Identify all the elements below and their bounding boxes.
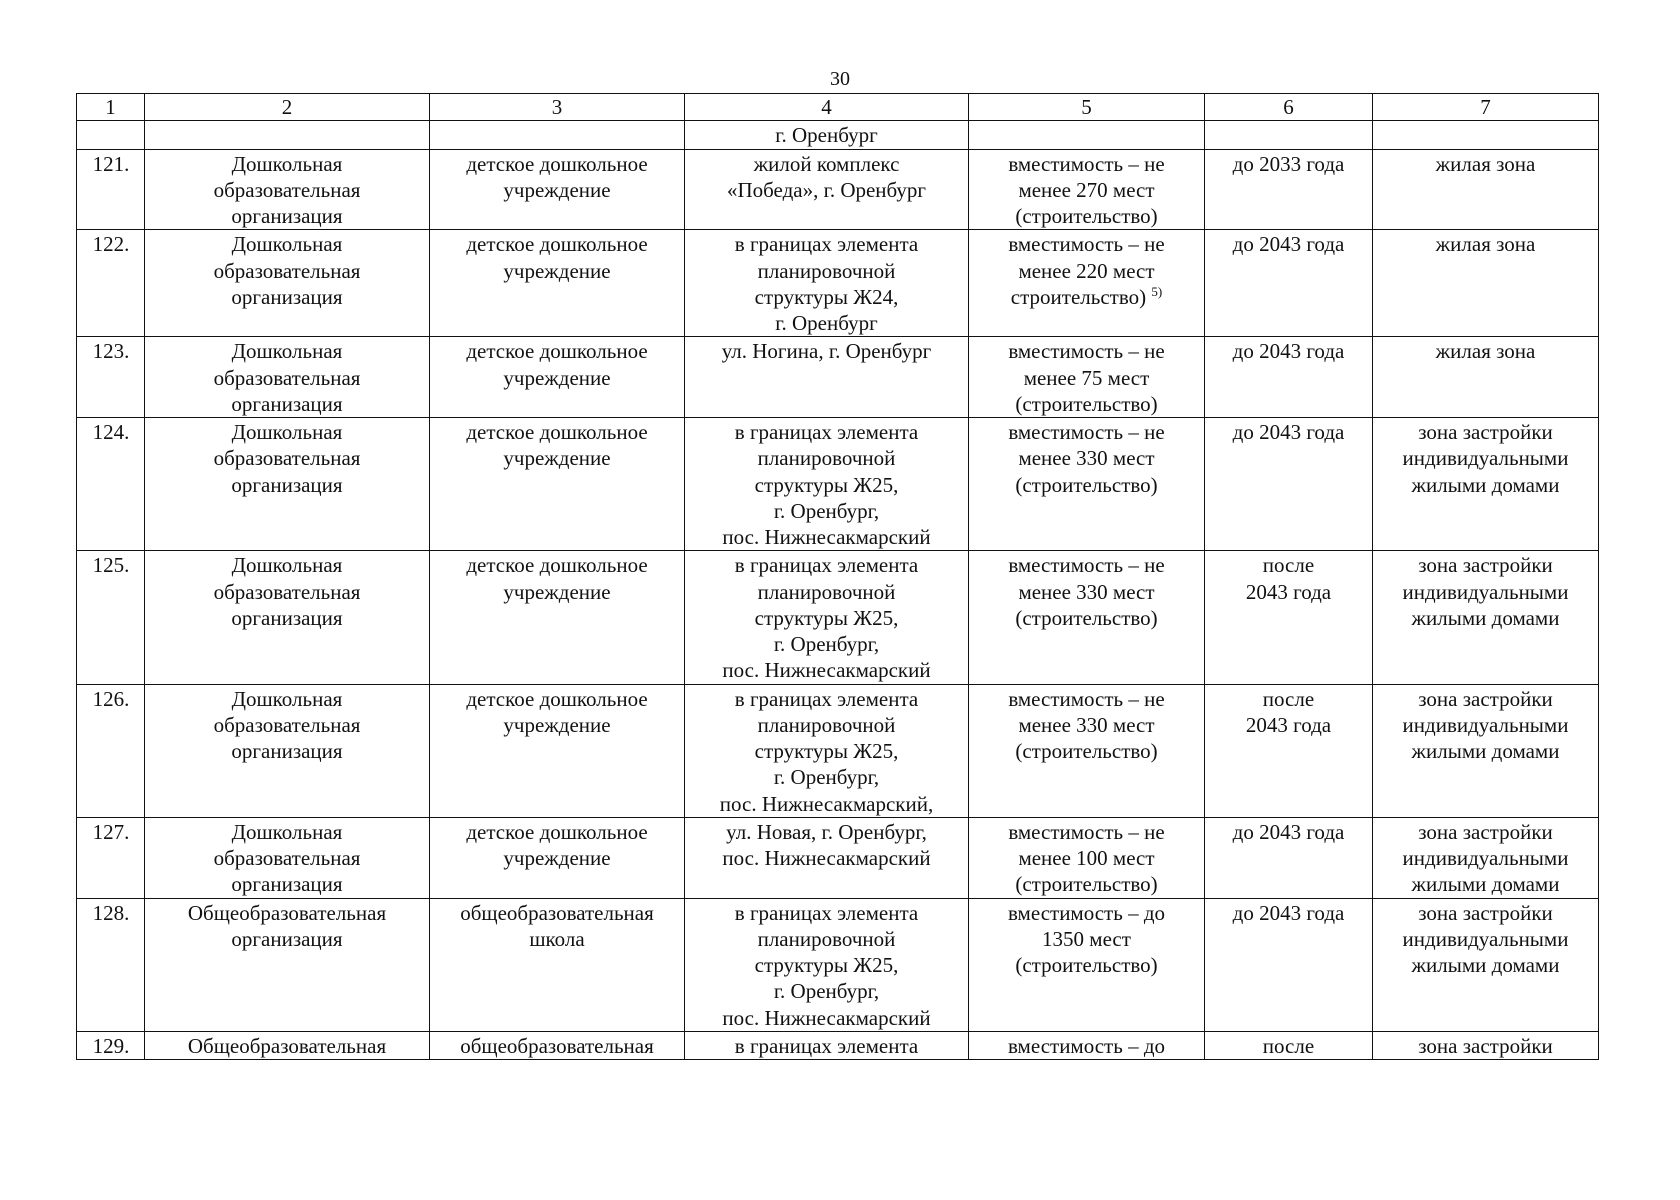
row-number: 128. [92, 900, 130, 925]
capacity-cell [969, 337, 1205, 418]
table-row [77, 121, 1599, 149]
header-row [77, 94, 1599, 121]
functional-zone-cell [1373, 230, 1599, 337]
row-number: 127. [92, 819, 130, 844]
organization-type-text: Дошкольная образовательная организация [213, 420, 361, 497]
object-name-cell [430, 230, 685, 337]
capacity-cell [969, 551, 1205, 684]
capacity-text: вместимость – до [1008, 1033, 1165, 1058]
deadline-cell [1205, 1031, 1373, 1059]
object-name-text: детское дошкольное учреждение [466, 420, 648, 471]
location-cell [685, 230, 969, 337]
deadline-text: до 2043 года [1232, 339, 1345, 364]
deadline-text: после [1262, 1033, 1315, 1058]
row-number: 121. [92, 151, 130, 176]
functional-zone-cell [1373, 1031, 1599, 1059]
organization-type-cell [145, 337, 430, 418]
deadline-cell [1205, 684, 1373, 817]
functional-zone-cell [1373, 121, 1599, 149]
organization-type-cell [145, 149, 430, 230]
deadline-cell [1205, 551, 1373, 684]
organization-type-cell [145, 817, 430, 898]
deadline-text: до 2043 года [1232, 819, 1345, 844]
table-row [77, 898, 1599, 1031]
location-text: в границах элемента планировочной структуры Ж25, г. Оренбург, пос. Нижнесакмарский [722, 553, 931, 683]
functional-zone-text: жилая зона [1435, 151, 1536, 176]
page-number: 30 [830, 68, 850, 90]
object-name-cell [430, 684, 685, 817]
deadline-cell [1205, 817, 1373, 898]
location-cell [685, 121, 969, 149]
capacity-cell [969, 817, 1205, 898]
organization-type-cell [145, 1031, 430, 1059]
capacity-text: вместимость – не менее 330 мест (строительство) [1008, 553, 1165, 630]
row-number: 123. [92, 339, 130, 364]
functional-zone-cell [1373, 898, 1599, 1031]
object-name-text: детское дошкольное учреждение [466, 553, 648, 604]
object-name-cell [430, 898, 685, 1031]
row-number: 122. [92, 232, 130, 257]
capacity-text: вместимость – не менее 100 мест (строительство) [1008, 819, 1165, 897]
row-number-cell [77, 337, 145, 418]
row-number: 125. [92, 553, 130, 578]
organization-type-cell [145, 898, 430, 1031]
functional-zone-cell [1373, 149, 1599, 230]
location-cell [685, 684, 969, 817]
location-cell [685, 817, 969, 898]
object-name-text: детское дошкольное учреждение [466, 819, 648, 870]
capacity-cell [969, 230, 1205, 337]
capacity-text: вместимость – до 1350 мест (строительство) [1008, 900, 1165, 977]
object-name-cell [430, 1031, 685, 1059]
functional-zone-text: зона застройки индивидуальными жилыми домами [1402, 900, 1569, 977]
table-row [77, 684, 1599, 817]
functional-zone-cell [1373, 684, 1599, 817]
functional-zone-text: зона застройки [1418, 1033, 1553, 1058]
row-number-cell [77, 817, 145, 898]
header-cell-4: 4 [685, 94, 969, 121]
footnote-mark: 5) [1151, 283, 1163, 299]
location-cell [685, 898, 969, 1031]
location-text: в границах элемента планировочной структуры Ж25, г. Оренбург, пос. Нижнесакмарский [722, 900, 931, 1030]
deadline-text: до 2043 года [1232, 900, 1345, 925]
location-text: в границах элемента [734, 1033, 919, 1058]
location-text: в границах элемента планировочной структуры Ж24, г. Оренбург [734, 232, 919, 335]
deadline-text: после 2043 года [1245, 553, 1332, 604]
capacity-text: вместимость – не менее 330 мест (строительство) [1008, 686, 1165, 763]
organization-type-text: Общеобразовательная [187, 1033, 387, 1058]
header-cell-6: 6 [1205, 94, 1373, 121]
functional-zone-cell [1373, 418, 1599, 551]
row-number: 126. [92, 686, 130, 711]
header-cell-1: 1 [77, 94, 145, 121]
functional-zone-cell [1373, 551, 1599, 684]
functional-zone-text: зона застройки индивидуальными жилыми домами [1402, 420, 1569, 497]
organization-type-text: Дошкольная образовательная организация [213, 339, 361, 416]
organization-type-text: Дошкольная образовательная организация [213, 819, 361, 897]
object-name-cell [430, 817, 685, 898]
object-name-cell [430, 121, 685, 149]
object-name-cell [430, 418, 685, 551]
table-row [77, 817, 1599, 898]
capacity-cell [969, 1031, 1205, 1059]
location-text: ул. Новая, г. Оренбург, пос. Нижнесакмарский [722, 819, 931, 870]
object-name-text: детское дошкольное учреждение [466, 151, 648, 202]
functional-zone-text: жилая зона [1435, 339, 1536, 364]
location-text: в границах элемента планировочной структуры Ж25, г. Оренбург, пос. Нижнесакмарский, [719, 686, 934, 816]
row-number: 129. [92, 1033, 130, 1058]
header-cell-2: 2 [145, 94, 430, 121]
deadline-text: после 2043 года [1245, 686, 1332, 737]
organization-type-text: Дошкольная образовательная организация [213, 686, 361, 763]
organization-type-cell [145, 551, 430, 684]
functional-zone-text: зона застройки индивидуальными жилыми домами [1402, 553, 1569, 630]
location-cell [685, 149, 969, 230]
deadline-cell [1205, 337, 1373, 418]
organization-type-cell [145, 418, 430, 551]
organization-type-text: Дошкольная образовательная организация [213, 151, 361, 228]
table-row [77, 337, 1599, 418]
capacity-text: вместимость – не менее 220 мест строительство) [1008, 232, 1165, 309]
capacity-text: вместимость – не менее 75 мест (строительство) [1008, 339, 1165, 416]
header-cell-5: 5 [969, 94, 1205, 121]
location-text: ул. Ногина, г. Оренбург [721, 339, 932, 364]
row-number-cell [77, 1031, 145, 1059]
table-body [77, 94, 1599, 1060]
deadline-cell [1205, 230, 1373, 337]
object-name-cell [430, 337, 685, 418]
functional-zone-cell [1373, 337, 1599, 418]
organization-type-text: Дошкольная образовательная организация [213, 232, 361, 309]
deadline-text: до 2043 года [1232, 232, 1345, 257]
object-name-text: общеобразовательная [460, 1033, 654, 1058]
capacity-cell [969, 418, 1205, 551]
location-cell [685, 551, 969, 684]
location-cell [685, 1031, 969, 1059]
organization-type-text: Дошкольная образовательная организация [213, 553, 361, 630]
capacity-text: вместимость – не менее 270 мест (строительство) [1008, 151, 1165, 228]
capacity-text: вместимость – не менее 330 мест (строительство) [1008, 420, 1165, 497]
table-row [77, 230, 1599, 337]
organization-type-text: Общеобразовательная организация [187, 900, 387, 951]
object-name-text: детское дошкольное учреждение [466, 232, 648, 283]
row-number-cell [77, 149, 145, 230]
capacity-cell [969, 898, 1205, 1031]
functional-zone-text: зона застройки индивидуальными жилыми домами [1402, 819, 1569, 897]
location-cell [685, 418, 969, 551]
header-cell-7: 7 [1373, 94, 1599, 121]
table-row [77, 1031, 1599, 1059]
capacity-cell [969, 684, 1205, 817]
row-number-cell [77, 898, 145, 1031]
deadline-cell [1205, 149, 1373, 230]
deadline-cell [1205, 418, 1373, 551]
object-name-cell [430, 149, 685, 230]
functional-zone-text: жилая зона [1435, 232, 1536, 257]
row-number-cell [77, 121, 145, 149]
organization-type-cell [145, 121, 430, 149]
row-number-cell [77, 418, 145, 551]
organization-type-cell [145, 684, 430, 817]
row-number-cell [77, 684, 145, 817]
functional-zone-cell [1373, 817, 1599, 898]
object-name-cell [430, 551, 685, 684]
capacity-cell [969, 121, 1205, 149]
document-table [76, 93, 1599, 1060]
table-row [77, 149, 1599, 230]
deadline-cell [1205, 898, 1373, 1031]
object-name-text: детское дошкольное учреждение [466, 339, 648, 390]
organization-type-cell [145, 230, 430, 337]
location-text: в границах элемента планировочной структуры Ж25, г. Оренбург, пос. Нижнесакмарский [722, 420, 931, 549]
row-number-cell [77, 551, 145, 684]
deadline-text: до 2033 года [1232, 151, 1345, 176]
table-row [77, 418, 1599, 551]
deadline-cell [1205, 121, 1373, 149]
capacity-cell [969, 149, 1205, 230]
location-cell [685, 337, 969, 418]
row-number-cell [77, 230, 145, 337]
location-text: г. Оренбург [775, 123, 878, 148]
object-name-text: общеобразовательная школа [460, 900, 654, 951]
row-number: 124. [92, 420, 130, 444]
location-text: жилой комплекс «Победа», г. Оренбург [726, 151, 927, 202]
functional-zone-text: зона застройки индивидуальными жилыми домами [1402, 686, 1569, 763]
deadline-text: до 2043 года [1232, 420, 1345, 444]
table-row [77, 551, 1599, 684]
object-name-text: детское дошкольное учреждение [466, 686, 648, 737]
header-cell-3: 3 [430, 94, 685, 121]
